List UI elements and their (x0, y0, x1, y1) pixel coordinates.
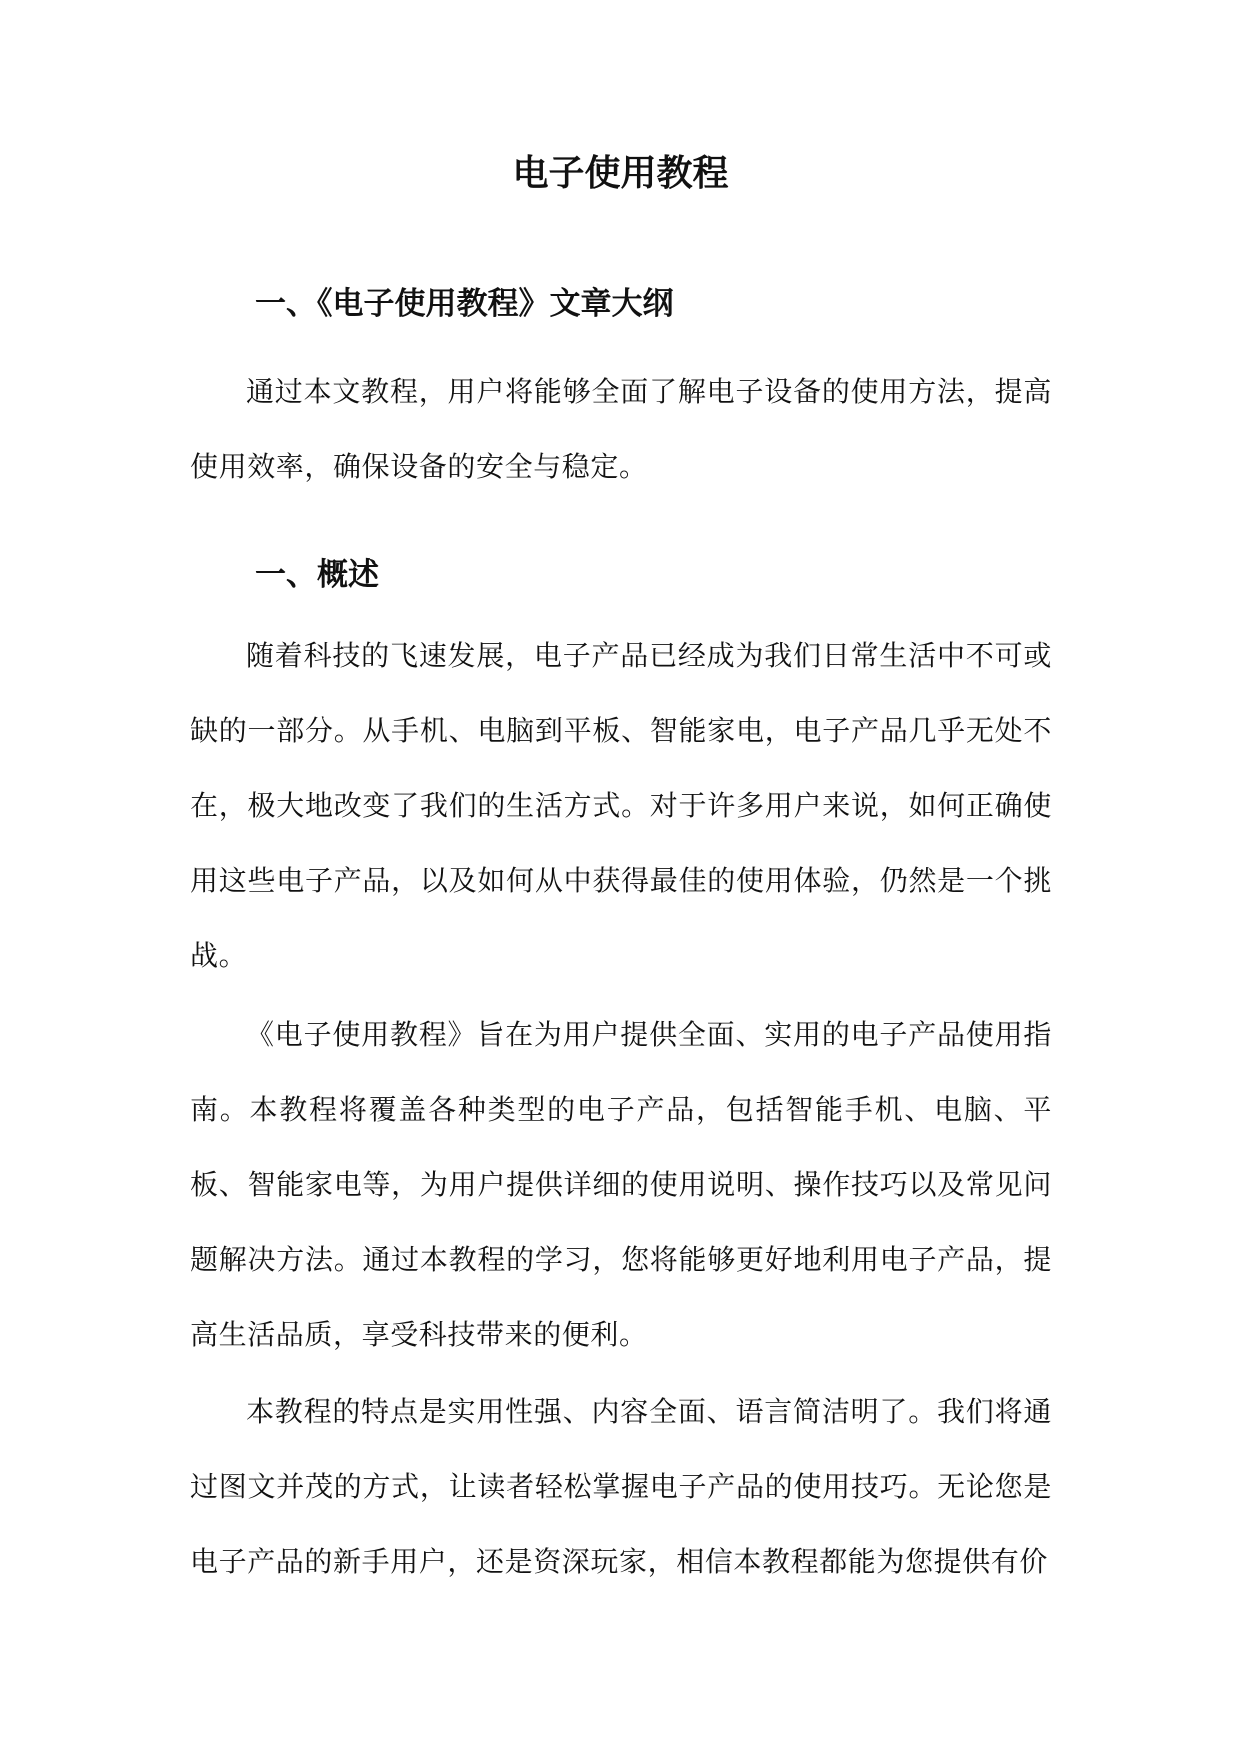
section-heading-overview: 一、概述 (255, 557, 379, 593)
section-heading-outline: 一、《电子使用教程》文章大纲 (255, 286, 674, 322)
paragraph-overview-2: 《电子使用教程》旨在为用户提供全面、实用的电子产品使用指南。本教程将覆盖各种类型的电子产品，包括智能手机、电脑、平板、智能家电等，为用户提供详细的使用说明、操作技巧以及常见问题解决方法。通过本教程的学习，您将能够更好地利用电子产品，提高生活品质，享受科技带来的便利。 (190, 1018, 1052, 1351)
document-title: 电子使用教程 (512, 153, 729, 194)
paragraph-overview-3: 本教程的特点是实用性强、内容全面、语言简洁明了。我们将通过图文并茂的方式，让读者轻松掌握电子产品的使用技巧。无论您是电子产品的新手用户，还是资深玩家，相信本教程都能为您提供有价 (190, 1395, 1052, 1578)
paragraph-overview-1: 随着科技的飞速发展，电子产品已经成为我们日常生活中不可或缺的一部分。从手机、电脑到平板、智能家电，电子产品几乎无处不在，极大地改变了我们的生活方式。对于许多用户来说，如何正确使用这些电子产品，以及如何从中获得最佳的使用体验，仍然是一个挑战。 (190, 639, 1052, 972)
paragraph-outline-intro: 通过本文教程，用户将能够全面了解电子设备的使用方法，提高使用效率，确保设备的安全与稳定。 (190, 375, 1052, 483)
